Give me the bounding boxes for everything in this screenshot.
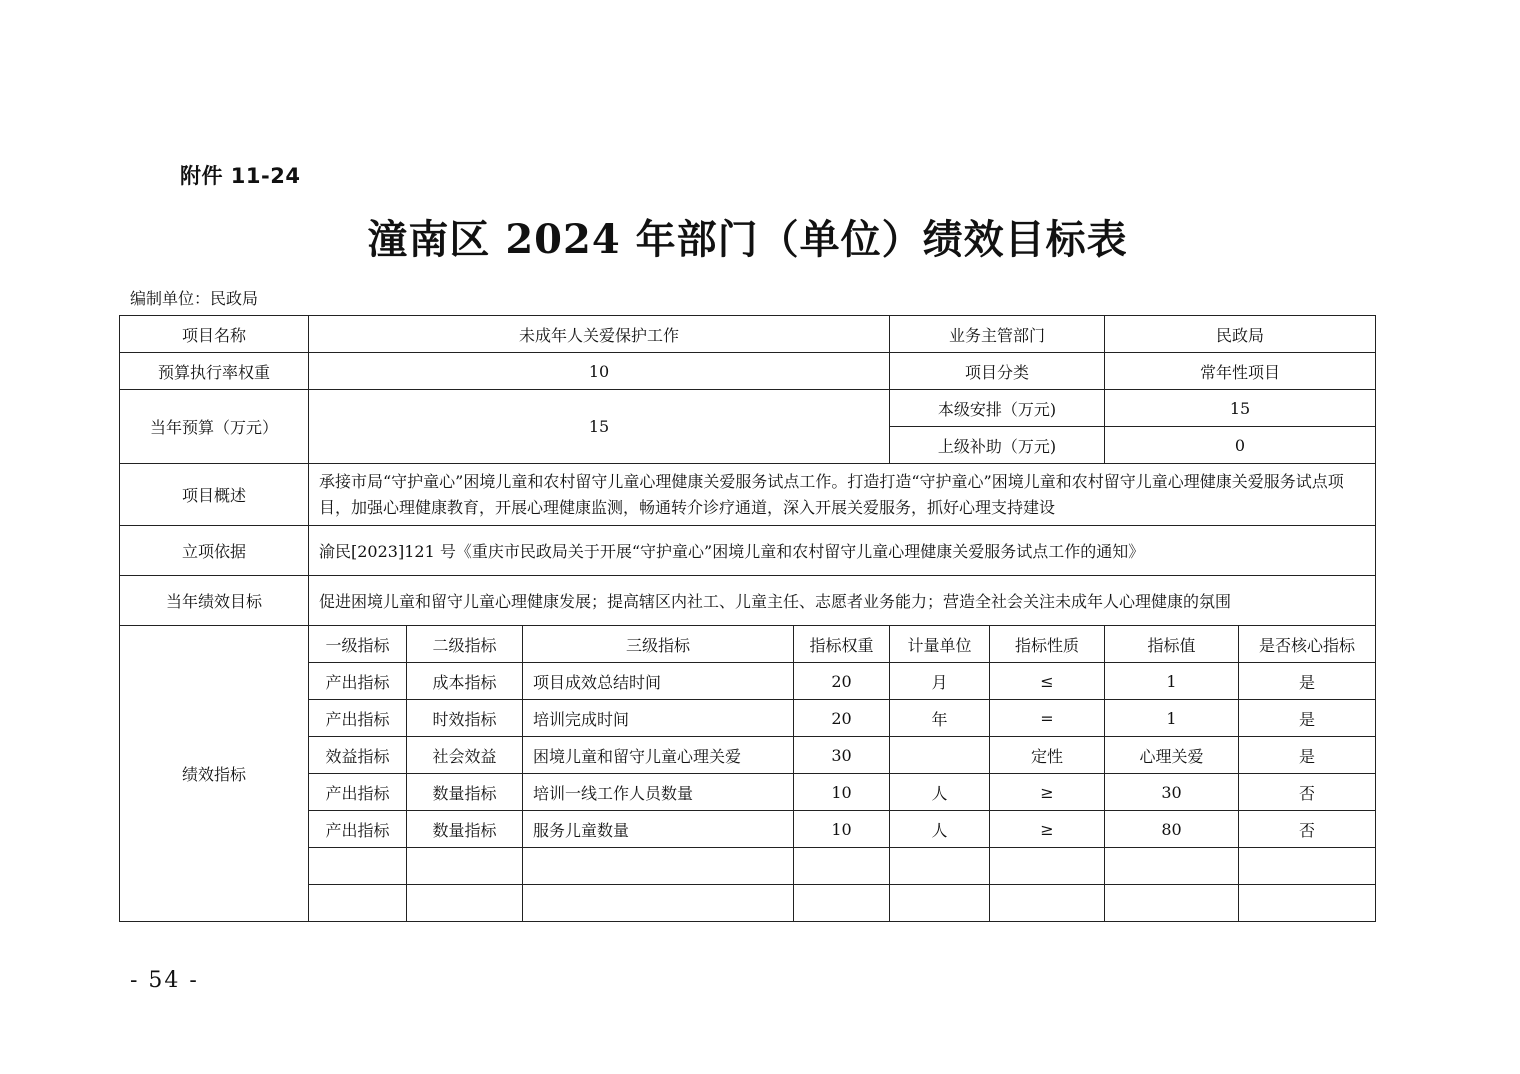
unit-cell: 人 xyxy=(890,774,990,811)
level3-cell: 培训完成时间 xyxy=(523,700,794,737)
indicator-row xyxy=(120,774,1376,811)
core-cell: 否 xyxy=(1239,774,1376,811)
header-level2: 二级指标 xyxy=(407,626,523,663)
value-cell xyxy=(1105,848,1239,885)
weight-label: 预算执行率权重 xyxy=(120,353,309,390)
table-row xyxy=(120,464,1376,526)
budget-value: 15 xyxy=(309,390,890,464)
weight-cell: 10 xyxy=(794,811,890,848)
dept-value: 民政局 xyxy=(1105,316,1376,353)
project-name-value: 未成年人关爱保护工作 xyxy=(309,316,890,353)
indicator-row xyxy=(120,700,1376,737)
indicator-row-empty xyxy=(120,848,1376,885)
level1-cell: 产出指标 xyxy=(309,811,407,848)
category-label: 项目分类 xyxy=(890,353,1105,390)
unit-cell xyxy=(890,848,990,885)
value-cell: 1 xyxy=(1105,663,1239,700)
level2-cell xyxy=(407,885,523,922)
core-cell xyxy=(1239,885,1376,922)
core-cell: 是 xyxy=(1239,737,1376,774)
header-core: 是否核心指标 xyxy=(1239,626,1376,663)
upper-subsidy-value: 0 xyxy=(1105,427,1376,464)
weight-cell: 30 xyxy=(794,737,890,774)
level3-cell: 培训一线工作人员数量 xyxy=(523,774,794,811)
header-nature: 指标性质 xyxy=(990,626,1105,663)
project-name-label: 项目名称 xyxy=(120,316,309,353)
header-level3: 三级指标 xyxy=(523,626,794,663)
local-budget-label: 本级安排（万元) xyxy=(890,390,1105,427)
level1-cell xyxy=(309,885,407,922)
weight-cell xyxy=(794,885,890,922)
indicator-row xyxy=(120,811,1376,848)
table-row xyxy=(120,576,1376,626)
upper-subsidy-label: 上级补助（万元) xyxy=(890,427,1105,464)
attachment-label: 附件 11-24 xyxy=(180,164,301,188)
value-cell xyxy=(1105,885,1239,922)
level2-cell: 成本指标 xyxy=(407,663,523,700)
weight-cell: 10 xyxy=(794,774,890,811)
core-cell: 否 xyxy=(1239,811,1376,848)
unit-cell: 人 xyxy=(890,811,990,848)
level3-cell xyxy=(523,848,794,885)
level3-cell: 困境儿童和留守儿童心理关爱 xyxy=(523,737,794,774)
unit-cell: 月 xyxy=(890,663,990,700)
core-cell: 是 xyxy=(1239,663,1376,700)
nature-cell: ≤ xyxy=(990,663,1105,700)
weight-value: 10 xyxy=(309,353,890,390)
level2-cell: 社会效益 xyxy=(407,737,523,774)
table-row xyxy=(120,316,1376,353)
nature-cell: ≥ xyxy=(990,774,1105,811)
compiling-unit: 编制单位：民政局 xyxy=(130,289,259,308)
level1-cell: 产出指标 xyxy=(309,774,407,811)
weight-cell xyxy=(794,848,890,885)
core-cell: 是 xyxy=(1239,700,1376,737)
summary-label: 项目概述 xyxy=(120,464,309,526)
nature-cell xyxy=(990,885,1105,922)
indicator-row-empty xyxy=(120,885,1376,922)
indicator-row xyxy=(120,663,1376,700)
level3-cell xyxy=(523,885,794,922)
nature-cell: 定性 xyxy=(990,737,1105,774)
weight-cell: 20 xyxy=(794,663,890,700)
core-cell xyxy=(1239,848,1376,885)
level1-cell: 产出指标 xyxy=(309,700,407,737)
level3-cell: 服务儿童数量 xyxy=(523,811,794,848)
header-value: 指标值 xyxy=(1105,626,1239,663)
nature-cell: = xyxy=(990,700,1105,737)
indicator-row xyxy=(120,737,1376,774)
header-level1: 一级指标 xyxy=(309,626,407,663)
nature-cell: ≥ xyxy=(990,811,1105,848)
budget-label: 当年预算（万元） xyxy=(120,390,309,464)
nature-cell xyxy=(990,848,1105,885)
indicator-header-row xyxy=(120,626,1376,663)
basis-label: 立项依据 xyxy=(120,526,309,576)
level1-cell xyxy=(309,848,407,885)
table-row xyxy=(120,353,1376,390)
page-number: - 54 - xyxy=(130,968,199,993)
level1-cell: 产出指标 xyxy=(309,663,407,700)
summary-value: 承接市局“守护童心”困境儿童和农村留守儿童心理健康关爱服务试点工作。打造打造“守护童心”困境儿童和农村留守儿童心理健康关爱服务试点项目，加强心理健康教育，开展心理健康监测，畅通转介诊疗通道，深入开展关爱服务，抓好心理支持建设 xyxy=(309,464,1376,526)
table-row xyxy=(120,526,1376,576)
level2-cell xyxy=(407,848,523,885)
level3-cell: 项目成效总结时间 xyxy=(523,663,794,700)
weight-cell: 20 xyxy=(794,700,890,737)
dept-label: 业务主管部门 xyxy=(890,316,1105,353)
value-cell: 心理关爱 xyxy=(1105,737,1239,774)
unit-cell xyxy=(890,737,990,774)
unit-cell: 年 xyxy=(890,700,990,737)
goal-label: 当年绩效目标 xyxy=(120,576,309,626)
level2-cell: 数量指标 xyxy=(407,811,523,848)
level1-cell: 效益指标 xyxy=(309,737,407,774)
level2-cell: 时效指标 xyxy=(407,700,523,737)
value-cell: 1 xyxy=(1105,700,1239,737)
header-weight: 指标权重 xyxy=(794,626,890,663)
table-row xyxy=(120,390,1376,427)
goal-value: 促进困境儿童和留守儿童心理健康发展；提高辖区内社工、儿童主任、志愿者业务能力；营造全社会关注未成年人心理健康的氛围 xyxy=(309,576,1376,626)
level2-cell: 数量指标 xyxy=(407,774,523,811)
value-cell: 30 xyxy=(1105,774,1239,811)
local-budget-value: 15 xyxy=(1105,390,1376,427)
header-unit: 计量单位 xyxy=(890,626,990,663)
page-title: 潼南区 2024 年部门（单位）绩效目标表 xyxy=(367,216,1128,263)
unit-cell xyxy=(890,885,990,922)
value-cell: 80 xyxy=(1105,811,1239,848)
indicators-label: 绩效指标 xyxy=(120,626,309,922)
category-value: 常年性项目 xyxy=(1105,353,1376,390)
basis-value: 渝民[2023]121 号《重庆市民政局关于开展“守护童心”困境儿童和农村留守儿童心理健康关爱服务试点工作的通知》 xyxy=(309,526,1376,576)
performance-target-table xyxy=(119,315,1376,922)
